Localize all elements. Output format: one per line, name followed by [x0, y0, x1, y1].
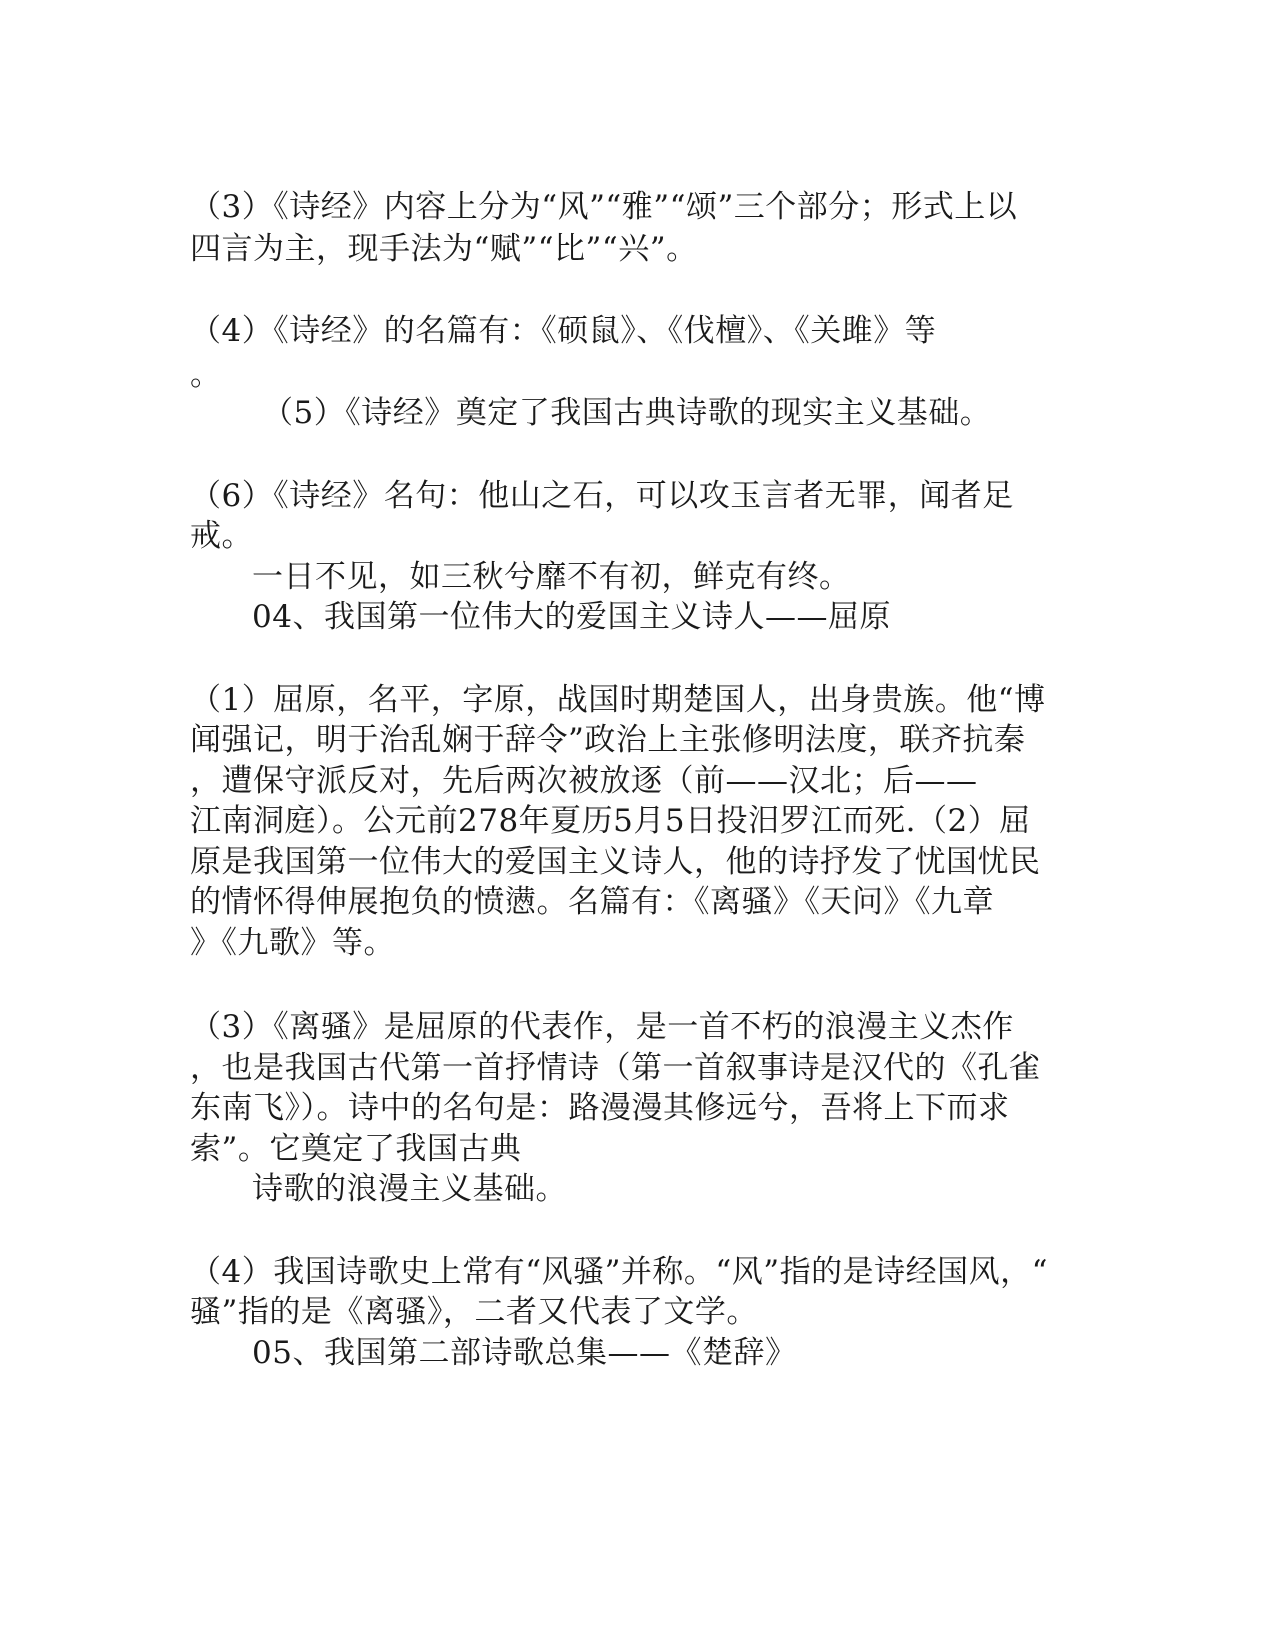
text-line: （6）《诗经》名句：他山之石，可以攻玉言者无罪，闻者足: [190, 478, 1014, 514]
text-line: 闻强记，明于治乱娴于辞令”政治上主张修明法度，联齐抗秦: [190, 722, 1026, 758]
text-line: 一日不见，如三秋兮靡不有初，鲜克有终。: [252, 559, 851, 595]
text-line: 的情怀得伸展抱负的愤懑。名篇有：《离骚》《天问》《九章: [190, 884, 994, 920]
text-line: 原是我国第一位伟大的爱国主义诗人，他的诗抒发了忧国忧民: [190, 844, 1041, 880]
text-line: 四言为主，现手法为“赋”“比”“兴”。: [190, 231, 698, 267]
text-line: 诗歌的浪漫主义基础。: [252, 1171, 567, 1207]
text-line: 江南洞庭）。公元前278年夏历5月5日投汨罗江而死.（2）屈: [190, 803, 1031, 839]
text-line: 戒。: [190, 518, 253, 554]
text-line: ，遭保守派反对，先后两次被放逐（前——汉北；后——: [190, 763, 978, 799]
text-line: （3）《离骚》是屈原的代表作，是一首不朽的浪漫主义杰作: [190, 1009, 1014, 1045]
text-line: ，也是我国古代第一首抒情诗（第一首叙事诗是汉代的《孔雀: [190, 1050, 1041, 1086]
text-line: 骚”指的是《离骚》，二者又代表了文学。: [190, 1294, 758, 1330]
text-line: 索”。它奠定了我国古典: [190, 1131, 522, 1167]
text-line: （3）《诗经》内容上分为“风”“雅”“颂”三个部分；形式上以: [190, 189, 1018, 225]
text-line: 》《九歌》等。: [190, 925, 395, 961]
section-heading: 05、我国第二部诗歌总集——《楚辞》: [252, 1335, 797, 1371]
text-line: 。: [190, 357, 222, 393]
text-line: （5）《诗经》奠定了我国古典诗歌的现实主义基础。: [262, 395, 992, 431]
section-heading: 04、我国第一位伟大的爱国主义诗人——屈原: [252, 599, 891, 635]
text-line: 东南飞》）。诗中的名句是：路漫漫其修远兮，吾将上下而求: [190, 1090, 1010, 1126]
text-line: （4）《诗经》的名篇有：《硕鼠》、《伐檀》、《关雎》等: [190, 313, 937, 349]
text-line: （1）屈原，名平，字原，战国时期楚国人，出身贵族。他“博: [190, 682, 1046, 718]
text-line: （4）我国诗歌史上常有“风骚”并称。“风”指的是诗经国风，“: [190, 1254, 1048, 1290]
